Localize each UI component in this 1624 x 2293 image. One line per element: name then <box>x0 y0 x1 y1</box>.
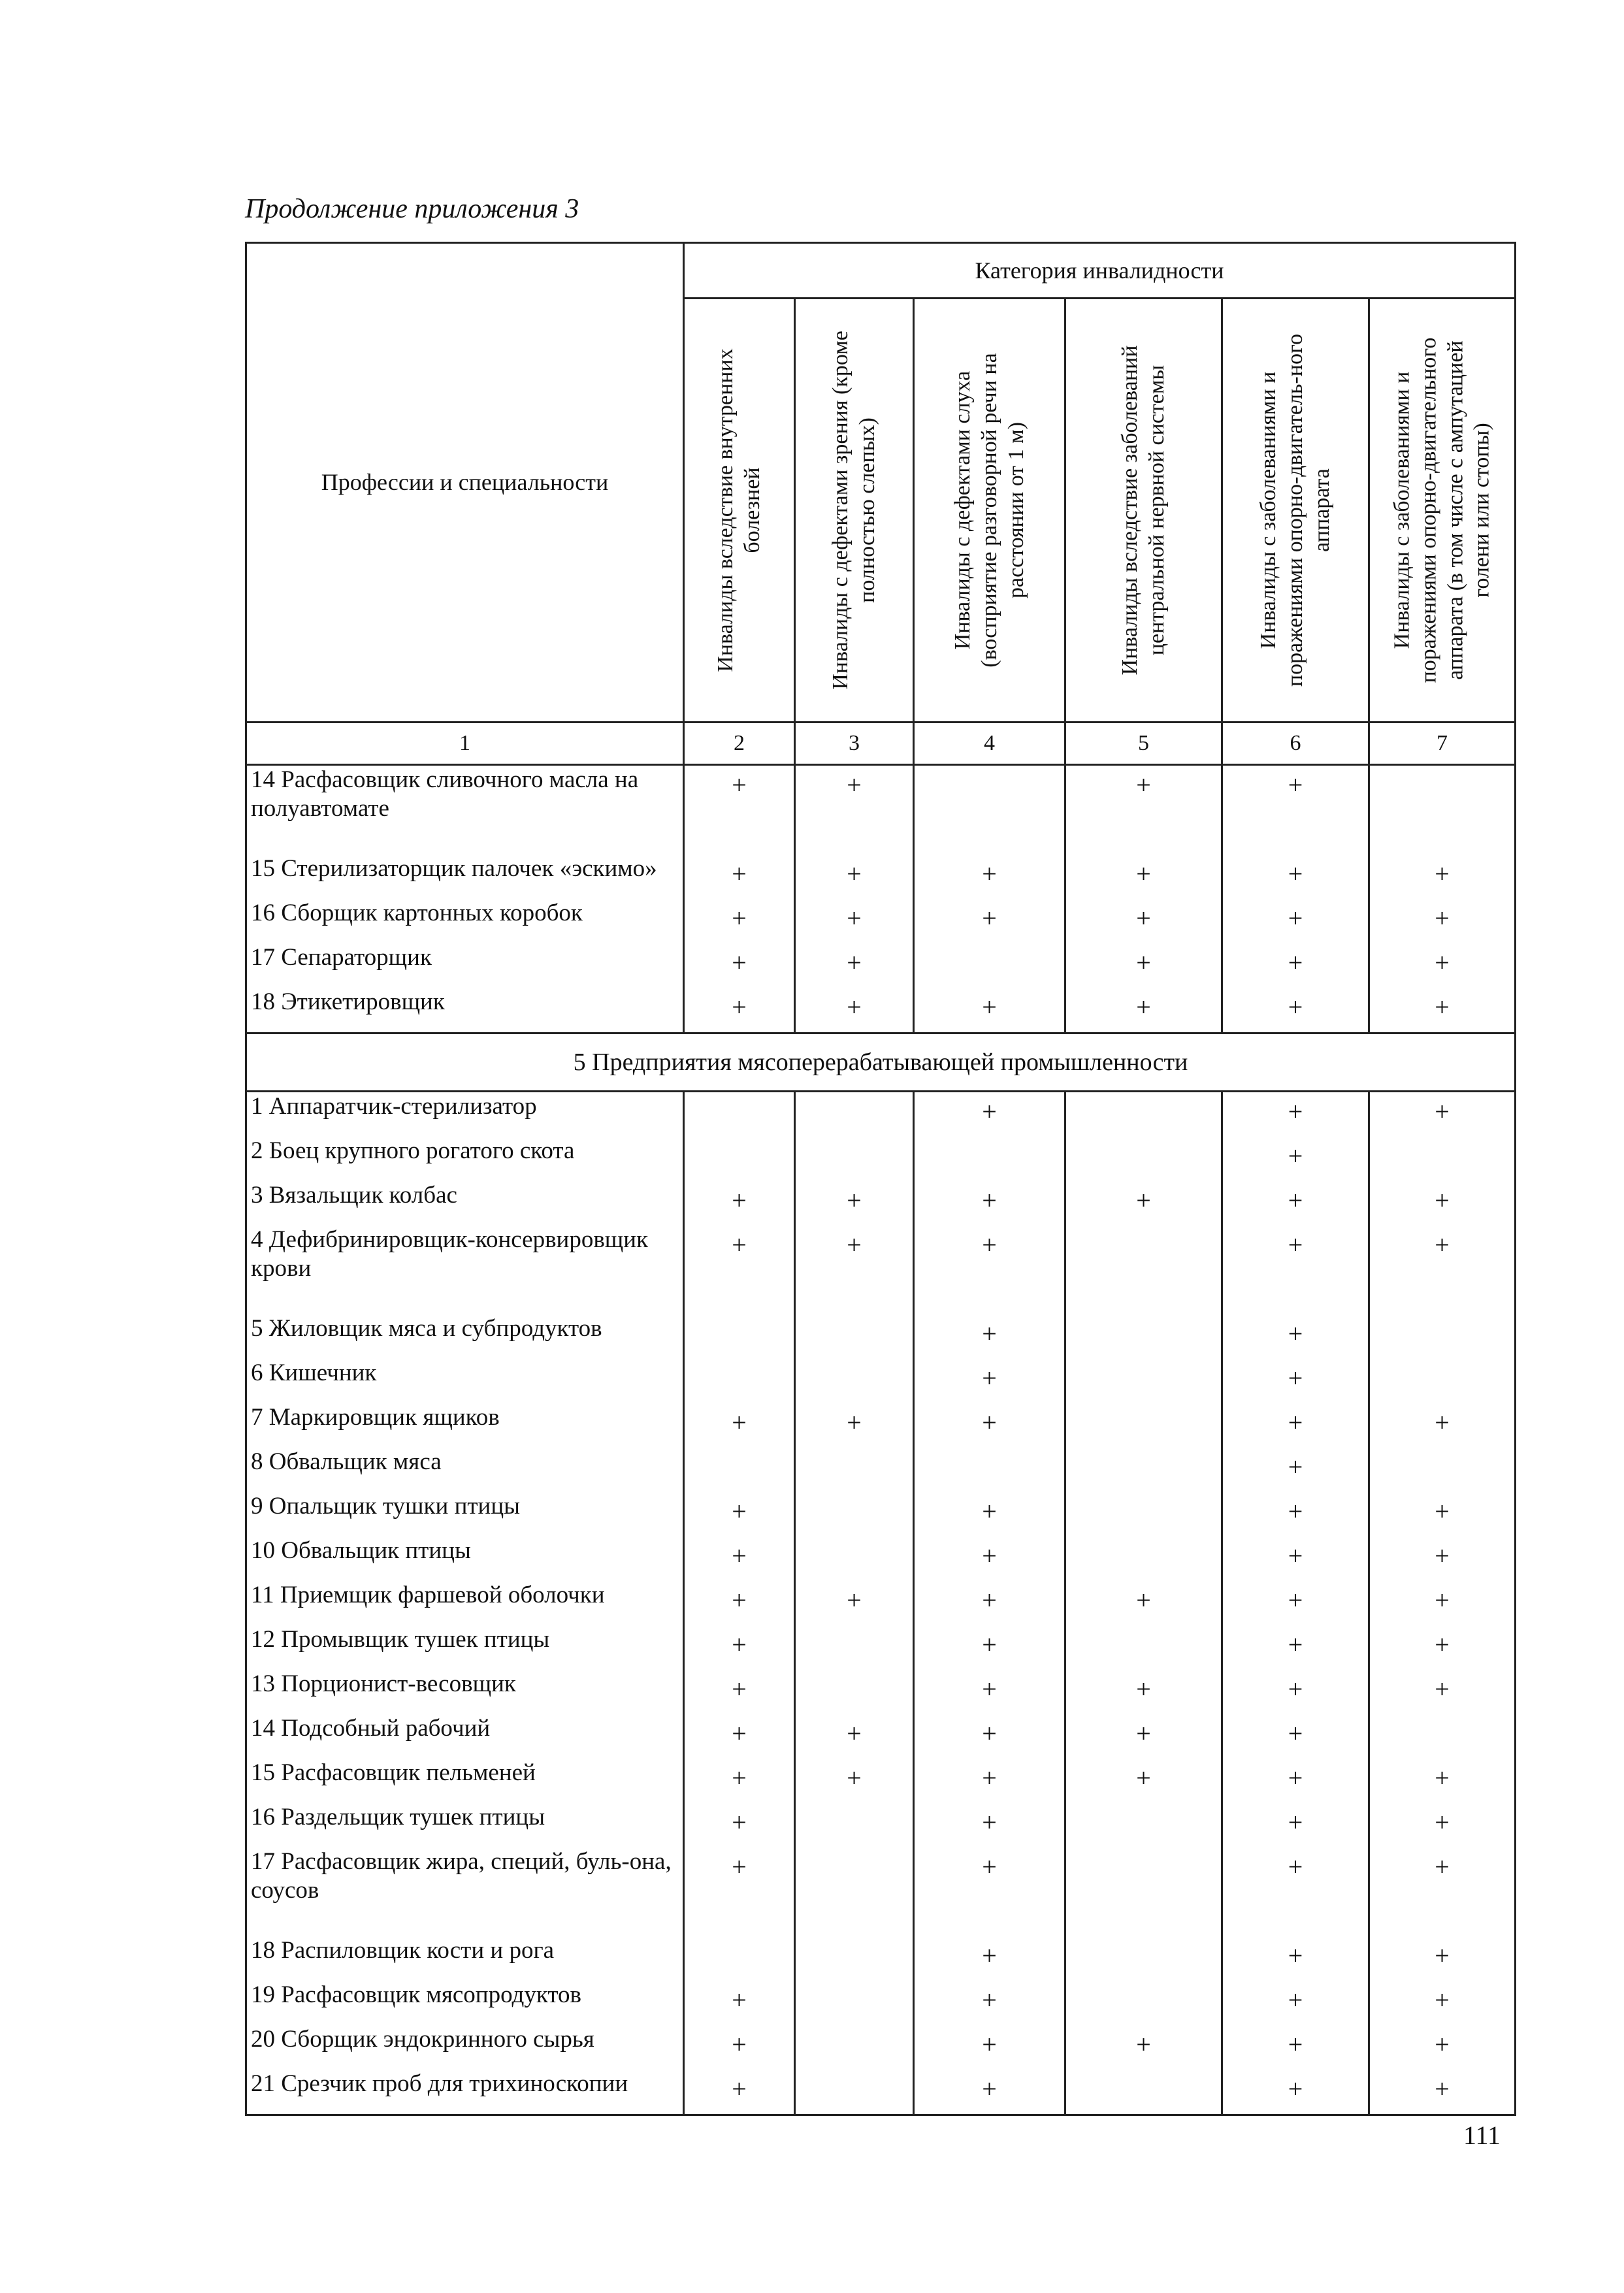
category-mark <box>914 765 1065 855</box>
category-mark: + <box>684 1759 795 1803</box>
category-mark: + <box>684 2025 795 2070</box>
section-row-group <box>246 1033 1516 1092</box>
category-mark: + <box>914 2025 1065 2070</box>
category-mark: + <box>1065 1670 1222 1714</box>
table-row <box>246 1359 1516 1403</box>
column-number: 4 <box>914 723 1065 765</box>
category-mark: + <box>1222 1226 1369 1314</box>
category-mark: + <box>1222 1537 1369 1581</box>
category-mark <box>1065 1537 1222 1581</box>
category-mark: + <box>914 1936 1065 1981</box>
category-mark: + <box>684 899 795 943</box>
category-mark: + <box>1222 2070 1369 2115</box>
category-mark <box>1065 2070 1222 2115</box>
profession-name: 10 Обвальщик птицы <box>246 1537 684 1581</box>
table-row <box>246 1936 1516 1981</box>
category-mark <box>1369 1714 1516 1759</box>
category-mark: + <box>1222 1936 1369 1981</box>
category-mark: + <box>1369 1226 1516 1314</box>
category-mark: + <box>1369 899 1516 943</box>
category-mark: + <box>914 899 1065 943</box>
category-mark <box>795 2070 914 2115</box>
group-1-rows <box>246 765 1516 1033</box>
category-mark: + <box>795 899 914 943</box>
table-row <box>246 943 1516 988</box>
category-mark <box>1065 1226 1222 1314</box>
profession-name: 14 Расфасовщик сливочного масла на полуавтомате <box>246 765 684 855</box>
category-mark <box>1065 1359 1222 1403</box>
category-mark: + <box>1065 765 1222 855</box>
category-mark <box>795 1359 914 1403</box>
category-mark: + <box>1065 1181 1222 1226</box>
category-mark: + <box>1222 854 1369 899</box>
category-mark <box>1369 1359 1516 1403</box>
profession-name: 13 Порционист-весовщик <box>246 1670 684 1714</box>
category-mark: + <box>684 1625 795 1670</box>
profession-name: 17 Расфасовщик жира, специй, буль-она, соусов <box>246 1847 684 1936</box>
table-row <box>246 1625 1516 1670</box>
profession-name: 3 Вязальщик колбас <box>246 1181 684 1226</box>
category-mark: + <box>1369 943 1516 988</box>
category-mark <box>795 1448 914 1492</box>
category-mark: + <box>1222 1092 1369 1137</box>
category-mark: + <box>684 1181 795 1226</box>
category-mark: + <box>795 1581 914 1625</box>
table-row <box>246 1314 1516 1359</box>
professions-header: Профессии и специальности <box>246 243 684 723</box>
category-mark: + <box>1222 943 1369 988</box>
profession-name: 11 Приемщик фаршевой оболочки <box>246 1581 684 1625</box>
category-mark <box>795 1092 914 1137</box>
table-row <box>246 1448 1516 1492</box>
category-mark <box>1065 1803 1222 1847</box>
category-mark: + <box>914 1803 1065 1847</box>
category-mark: + <box>1222 1448 1369 1492</box>
category-mark: + <box>914 854 1065 899</box>
category-mark: + <box>1065 988 1222 1033</box>
category-mark <box>1065 1448 1222 1492</box>
category-mark: + <box>684 2070 795 2115</box>
category-mark: + <box>684 765 795 855</box>
profession-name: 16 Сборщик картонных коробок <box>246 899 684 943</box>
category-mark: + <box>914 1537 1065 1581</box>
category-mark: + <box>795 1181 914 1226</box>
category-mark: + <box>1222 1981 1369 2025</box>
table-row <box>246 1847 1516 1936</box>
category-mark <box>684 1936 795 1981</box>
category-mark: + <box>1222 1803 1369 1847</box>
category-mark: + <box>1065 899 1222 943</box>
category-mark: + <box>684 854 795 899</box>
profession-name: 2 Боец крупного рогатого скота <box>246 1137 684 1181</box>
category-mark <box>795 1537 914 1581</box>
table-row <box>246 1803 1516 1847</box>
category-mark: + <box>914 1670 1065 1714</box>
profession-name: 6 Кишечник <box>246 1359 684 1403</box>
profession-name: 18 Этикетировщик <box>246 988 684 1033</box>
table-row <box>246 1092 1516 1137</box>
category-mark <box>1065 1847 1222 1936</box>
page-number: 111 <box>1463 2121 1501 2150</box>
table-caption: Продолжение приложения 3 <box>245 194 579 224</box>
table-row <box>246 899 1516 943</box>
category-mark <box>1369 765 1516 855</box>
profession-name: 15 Стерилизаторщик палочек «эскимо» <box>246 854 684 899</box>
category-header: Категория инвалидности <box>684 243 1516 299</box>
category-mark: + <box>795 1226 914 1314</box>
group-2-rows <box>246 1092 1516 2115</box>
category-mark: + <box>1222 1181 1369 1226</box>
category-mark: + <box>914 1314 1065 1359</box>
table-row <box>246 1714 1516 1759</box>
category-mark <box>795 1314 914 1359</box>
category-mark <box>795 1847 914 1936</box>
table-row <box>246 1181 1516 1226</box>
category-mark: + <box>1369 1981 1516 2025</box>
category-mark: + <box>1369 1625 1516 1670</box>
category-mark: + <box>914 1226 1065 1314</box>
category-mark: + <box>684 1714 795 1759</box>
category-mark: + <box>684 1581 795 1625</box>
category-mark: + <box>1222 1359 1369 1403</box>
section-title: 5 Предприятия мясоперерабатывающей промышленности <box>246 1033 1516 1092</box>
category-mark: + <box>684 1803 795 1847</box>
category-mark: + <box>1222 899 1369 943</box>
column-header-nervous-system: Инвалиды вследствие заболеваний центральной нервной системы <box>1065 299 1222 723</box>
category-mark <box>1065 1936 1222 1981</box>
category-mark: + <box>795 1714 914 1759</box>
table-row <box>246 1759 1516 1803</box>
category-mark: + <box>1369 1581 1516 1625</box>
profession-name: 21 Срезчик проб для трихиноскопии <box>246 2070 684 2115</box>
category-mark: + <box>914 1581 1065 1625</box>
category-mark: + <box>914 1403 1065 1448</box>
category-mark: + <box>914 1359 1065 1403</box>
profession-name: 17 Сепараторщик <box>246 943 684 988</box>
table-row <box>246 1492 1516 1537</box>
category-mark: + <box>1222 1714 1369 1759</box>
category-mark <box>914 1137 1065 1181</box>
column-header-musculoskeletal: Инвалиды с заболеваниями и поражениями опорно-двигатель-ного аппарата <box>1222 299 1369 723</box>
category-mark <box>795 1625 914 1670</box>
category-mark <box>795 1981 914 2025</box>
column-header-musculoskeletal-amputation: Инвалиды с заболеваниями и поражениями опорно-двигательного аппарата (в том числе с ампутацией голени или стопы) <box>1369 299 1516 723</box>
category-mark: + <box>795 854 914 899</box>
category-mark: + <box>1222 1625 1369 1670</box>
profession-name: 19 Расфасовщик мясопродуктов <box>246 1981 684 2025</box>
category-mark: + <box>914 2070 1065 2115</box>
category-mark <box>795 1670 914 1714</box>
category-mark <box>1065 1981 1222 2025</box>
disability-professions-table <box>245 242 1516 2116</box>
category-mark: + <box>795 943 914 988</box>
category-mark: + <box>684 1981 795 2025</box>
category-mark <box>684 1092 795 1137</box>
column-number: 3 <box>795 723 914 765</box>
category-mark: + <box>914 1847 1065 1936</box>
table-row <box>246 1137 1516 1181</box>
profession-name: 4 Дефибринировщик-консервировщик крови <box>246 1226 684 1314</box>
table-row <box>246 1226 1516 1314</box>
category-mark <box>914 1448 1065 1492</box>
category-mark: + <box>1369 1803 1516 1847</box>
category-mark: + <box>795 988 914 1033</box>
category-mark: + <box>684 1670 795 1714</box>
category-mark: + <box>1222 1137 1369 1181</box>
category-mark: + <box>914 1714 1065 1759</box>
category-mark: + <box>684 1492 795 1537</box>
category-mark: + <box>1065 854 1222 899</box>
category-mark: + <box>1369 1492 1516 1537</box>
category-mark: + <box>1222 1492 1369 1537</box>
category-mark: + <box>1065 1759 1222 1803</box>
profession-name: 14 Подсобный рабочий <box>246 1714 684 1759</box>
category-mark <box>1065 1403 1222 1448</box>
category-mark: + <box>795 1403 914 1448</box>
column-header-vision-defects: Инвалиды с дефектами зрения (кроме полностью слепых) <box>795 299 914 723</box>
category-mark <box>1065 1492 1222 1537</box>
table-row <box>246 1537 1516 1581</box>
profession-name: 7 Маркировщик ящиков <box>246 1403 684 1448</box>
category-mark: + <box>1369 2070 1516 2115</box>
category-mark <box>795 2025 914 2070</box>
table-row <box>246 1670 1516 1714</box>
category-mark: + <box>914 1759 1065 1803</box>
category-mark: + <box>1369 1092 1516 1137</box>
category-mark: + <box>684 1537 795 1581</box>
category-mark <box>914 943 1065 988</box>
category-mark: + <box>1222 1759 1369 1803</box>
table-row <box>246 1403 1516 1448</box>
category-mark: + <box>1369 1670 1516 1714</box>
category-mark: + <box>1369 1759 1516 1803</box>
profession-name: 20 Сборщик эндокринного сырья <box>246 2025 684 2070</box>
column-number: 5 <box>1065 723 1222 765</box>
category-mark <box>795 1803 914 1847</box>
category-mark: + <box>914 1492 1065 1537</box>
category-mark: + <box>1369 1537 1516 1581</box>
column-number: 7 <box>1369 723 1516 765</box>
category-mark <box>795 1936 914 1981</box>
table-row <box>246 2070 1516 2115</box>
category-mark <box>1369 1137 1516 1181</box>
profession-name: 5 Жиловщик мяса и субпродуктов <box>246 1314 684 1359</box>
category-mark: + <box>914 1181 1065 1226</box>
category-mark: + <box>684 943 795 988</box>
profession-name: 8 Обвальщик мяса <box>246 1448 684 1492</box>
category-mark: + <box>914 1092 1065 1137</box>
category-mark <box>1065 1314 1222 1359</box>
table-row <box>246 1981 1516 2025</box>
profession-name: 12 Промывщик тушек птицы <box>246 1625 684 1670</box>
category-mark: + <box>1369 1403 1516 1448</box>
profession-name: 15 Расфасовщик пельменей <box>246 1759 684 1803</box>
category-mark <box>684 1137 795 1181</box>
category-mark: + <box>914 1981 1065 2025</box>
category-mark: + <box>914 1625 1065 1670</box>
category-mark: + <box>1065 1714 1222 1759</box>
category-mark: + <box>795 765 914 855</box>
category-mark <box>1369 1448 1516 1492</box>
category-mark: + <box>1065 1581 1222 1625</box>
category-mark: + <box>684 1403 795 1448</box>
category-mark <box>684 1314 795 1359</box>
category-mark: + <box>1369 1847 1516 1936</box>
category-mark: + <box>795 1759 914 1803</box>
table-row <box>246 854 1516 899</box>
table-row <box>246 2025 1516 2070</box>
category-mark <box>795 1137 914 1181</box>
category-mark <box>1065 1625 1222 1670</box>
category-mark: + <box>1222 1314 1369 1359</box>
category-mark: + <box>684 988 795 1033</box>
column-number: 2 <box>684 723 795 765</box>
column-header-hearing-defects: Инвалиды с дефектами слуха (восприятие разговорной речи на расстоянии от 1 м) <box>914 299 1065 723</box>
column-numbers-row <box>246 723 1516 765</box>
category-mark: + <box>1222 1403 1369 1448</box>
category-mark: + <box>1369 1181 1516 1226</box>
category-mark: + <box>1222 1670 1369 1714</box>
column-header-internal-diseases: Инвалиды вследствие внутренних болезней <box>684 299 795 723</box>
profession-name: 1 Аппаратчик-стерилизатор <box>246 1092 684 1137</box>
category-mark: + <box>684 1847 795 1936</box>
category-mark: + <box>1222 765 1369 855</box>
category-mark: + <box>914 988 1065 1033</box>
column-number: 6 <box>1222 723 1369 765</box>
category-mark <box>1065 1137 1222 1181</box>
profession-name: 18 Распиловщик кости и рога <box>246 1936 684 1981</box>
category-mark: + <box>1369 2025 1516 2070</box>
category-mark: + <box>684 1226 795 1314</box>
category-mark <box>684 1448 795 1492</box>
category-mark: + <box>1222 988 1369 1033</box>
category-mark <box>1065 1092 1222 1137</box>
category-mark <box>1369 1314 1516 1359</box>
profession-name: 16 Раздельщик тушек птицы <box>246 1803 684 1847</box>
category-mark: + <box>1369 1936 1516 1981</box>
table-row <box>246 1581 1516 1625</box>
table-row <box>246 988 1516 1033</box>
column-number: 1 <box>246 723 684 765</box>
profession-name: 9 Опальщик тушки птицы <box>246 1492 684 1537</box>
category-mark: + <box>1222 1847 1369 1936</box>
category-mark <box>684 1359 795 1403</box>
category-mark: + <box>1369 854 1516 899</box>
category-mark <box>795 1492 914 1537</box>
category-mark: + <box>1222 2025 1369 2070</box>
category-mark: + <box>1065 2025 1222 2070</box>
category-mark: + <box>1222 1581 1369 1625</box>
category-mark: + <box>1369 988 1516 1033</box>
category-mark: + <box>1065 943 1222 988</box>
table-row <box>246 765 1516 855</box>
